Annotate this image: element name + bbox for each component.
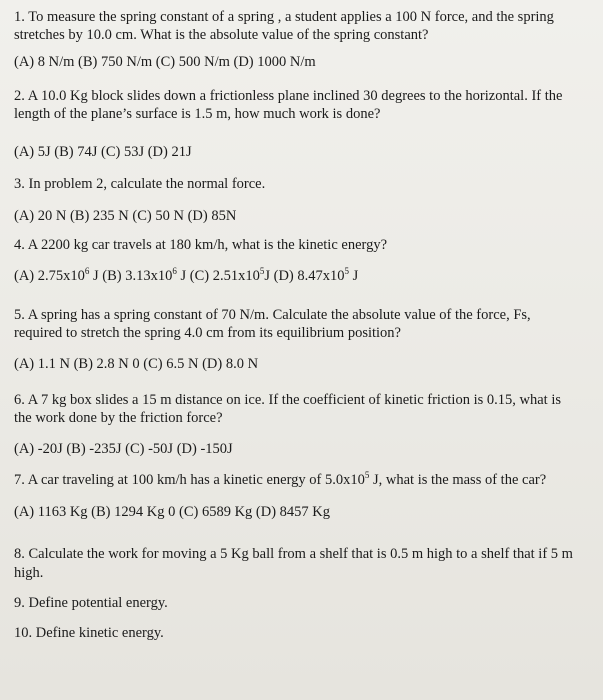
q4-answer-a-text: (A) 2.75x10: [14, 268, 85, 284]
question-7-answers: (A) 1163 Kg (B) 1294 Kg 0 (C) 6589 Kg (D) 8457 Kg: [14, 504, 331, 520]
question-4-answers: [14, 267, 358, 285]
q7-exponent: 5: [364, 470, 370, 481]
question-2-line-1: 2. A 10.0 Kg block slides down a frictionless plane inclined 30 degrees to the horizontal. If the: [14, 88, 563, 104]
question-1-answers: (A) 8 N/m (B) 750 N/m (C) 500 N/m (D) 1000 N/m: [14, 54, 316, 70]
question-2-answers: (A) 5J (B) 74J (C) 53J (D) 21J: [14, 144, 192, 160]
question-4-line-1: 4. A 2200 kg car travels at 180 km/h, what is the kinetic energy?: [14, 237, 388, 253]
question-5-line-2: required to stretch the spring 4.0 cm from its equilibrium position?: [14, 325, 401, 341]
question-7-line-1: [14, 471, 546, 489]
q4-answer-d-unit: J: [349, 268, 359, 284]
q4-answer-a-exponent: 6: [84, 266, 90, 277]
question-10-line-1: 10. Define kinetic energy.: [14, 625, 164, 641]
question-1-line-2: stretches by 10.0 cm. What is the absolute value of the spring constant?: [14, 27, 429, 43]
q7-text-start: 7. A car traveling at 100 km/h has a kinetic energy of 5.0x10: [14, 472, 365, 488]
question-3-answers: (A) 20 N (B) 235 N (C) 50 N (D) 85N: [14, 208, 237, 224]
q7-text-end: J, what is the mass of the car?: [369, 472, 547, 488]
question-5-answers: (A) 1.1 N (B) 2.8 N 0 (C) 6.5 N (D) 8.0 N: [14, 356, 259, 372]
question-3-line-1: 3. In problem 2, calculate the normal force.: [14, 176, 266, 192]
question-1-line-1: 1. To measure the spring constant of a spring , a student applies a 100 N force, and the spring: [14, 9, 554, 25]
question-6-line-1: 6. A 7 kg box slides a 15 m distance on ice. If the coefficient of kinetic friction is 0.15, what is: [14, 392, 561, 408]
question-6-line-2: the work done by the friction force?: [14, 410, 223, 426]
question-8-line-1: 8. Calculate the work for moving a 5 Kg ball from a shelf that is 0.5 m high to a shelf that if 5 m: [14, 546, 573, 562]
q4-answer-c-exponent: 5: [259, 266, 265, 277]
question-6-answers: (A) -20J (B) -235J (C) -50J (D) -150J: [14, 441, 233, 457]
q4-answer-d-exponent: 5: [344, 266, 350, 277]
q4-answer-b-exponent: 6: [172, 266, 177, 277]
q4-answer-b-text: J (B) 3.13x10: [89, 268, 173, 284]
question-2-line-2: length of the plane’s surface is 1.5 m, how much work is done?: [14, 106, 381, 122]
question-5-line-1: 5. A spring has a spring constant of 70 N/m. Calculate the absolute value of the force, Fs,: [14, 307, 531, 323]
question-9-line-1: 9. Define potential energy.: [14, 595, 168, 611]
question-8-line-2: high.: [14, 565, 44, 581]
q4-answer-c-text: J (C) 2.51x10: [176, 268, 260, 284]
q4-answer-d-text: J (D) 8.47x10: [264, 268, 345, 284]
